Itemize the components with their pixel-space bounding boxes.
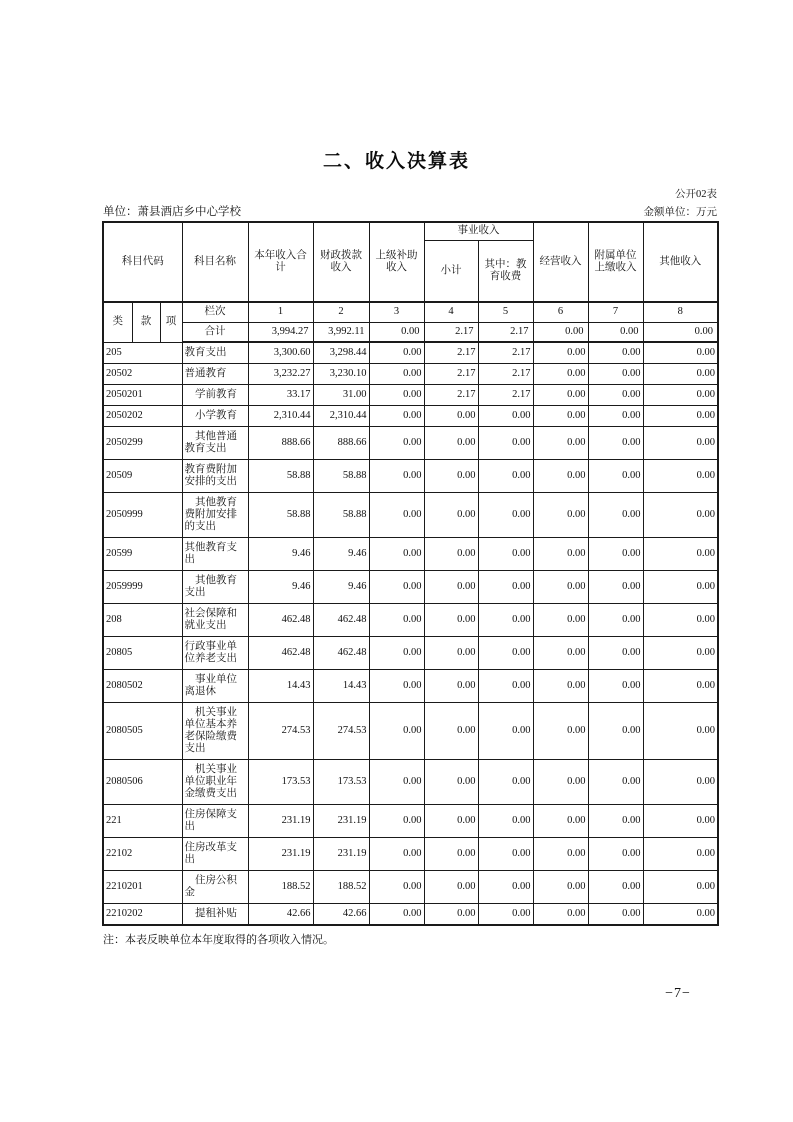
value-cell: 0.00 xyxy=(588,460,643,493)
value-cell: 0.00 xyxy=(424,427,478,460)
value-cell: 0.00 xyxy=(424,670,478,703)
value-cell: 2.17 xyxy=(478,385,533,406)
value-cell: 0.00 xyxy=(588,805,643,838)
value-cell: 0.00 xyxy=(588,385,643,406)
value-cell: 2.17 xyxy=(424,364,478,385)
value-cell: 58.88 xyxy=(248,460,313,493)
table-row xyxy=(103,460,718,493)
value-cell: 58.88 xyxy=(313,493,369,538)
col-num: 8 xyxy=(643,302,718,322)
subject-name-cell: 其他普通教育支出 xyxy=(182,427,248,460)
value-cell: 0.00 xyxy=(588,604,643,637)
subject-name-cell: 事业单位离退休 xyxy=(182,670,248,703)
value-cell: 2,310.44 xyxy=(248,406,313,427)
col-num: 1 xyxy=(248,302,313,322)
value-cell: 0.00 xyxy=(478,871,533,904)
subject-code-cell: 2080505 xyxy=(103,703,182,760)
value-cell: 0.00 xyxy=(588,703,643,760)
value-cell: 0.00 xyxy=(478,838,533,871)
table-row xyxy=(103,427,718,460)
column-number-row xyxy=(103,302,718,322)
value-cell: 0.00 xyxy=(533,493,588,538)
col-num: 4 xyxy=(424,302,478,322)
value-cell: 0.00 xyxy=(643,703,718,760)
subject-name-cell: 普通教育 xyxy=(182,364,248,385)
value-cell: 0.00 xyxy=(643,406,718,427)
header-xiang: 项 xyxy=(160,302,182,342)
subject-code-cell: 20502 xyxy=(103,364,182,385)
value-cell: 0.00 xyxy=(533,670,588,703)
value-cell: 0.00 xyxy=(533,460,588,493)
value-cell: 0.00 xyxy=(588,838,643,871)
value-cell: 0.00 xyxy=(424,838,478,871)
value-cell: 462.48 xyxy=(248,604,313,637)
subject-name-cell: 社会保障和就业支出 xyxy=(182,604,248,637)
value-cell: 173.53 xyxy=(248,760,313,805)
value-cell: 3,232.27 xyxy=(248,364,313,385)
value-cell: 0.00 xyxy=(424,637,478,670)
value-cell: 0.00 xyxy=(369,703,424,760)
income-final-accounts-table xyxy=(102,221,719,926)
footnote: 注：本表反映单位本年度取得的各项收入情况。 xyxy=(103,934,334,946)
header-kuan: 款 xyxy=(132,302,160,342)
col-num: 7 xyxy=(588,302,643,322)
value-cell: 0.00 xyxy=(588,760,643,805)
subject-code-cell: 20599 xyxy=(103,538,182,571)
value-cell: 0.00 xyxy=(533,342,588,364)
value-cell: 0.00 xyxy=(533,760,588,805)
unit-name: 单位：萧县酒店乡中心学校 xyxy=(103,206,241,218)
value-cell: 0.00 xyxy=(643,493,718,538)
value-cell: 42.66 xyxy=(313,904,369,926)
value-cell: 0.00 xyxy=(424,604,478,637)
value-cell: 2.17 xyxy=(478,342,533,364)
value-cell: 0.00 xyxy=(424,571,478,604)
header-subject-code: 科目代码 xyxy=(103,222,182,302)
value-cell: 0.00 xyxy=(478,760,533,805)
value-cell: 0.00 xyxy=(478,805,533,838)
table-row xyxy=(103,385,718,406)
value-cell: 0.00 xyxy=(478,406,533,427)
value-cell: 188.52 xyxy=(248,871,313,904)
table-row xyxy=(103,871,718,904)
value-cell: 0.00 xyxy=(533,406,588,427)
value-cell: 0.00 xyxy=(533,571,588,604)
value-cell: 0.00 xyxy=(424,871,478,904)
value-cell: 0.00 xyxy=(369,385,424,406)
header-lanci: 栏次 xyxy=(182,302,248,322)
table-row xyxy=(103,406,718,427)
value-cell: 58.88 xyxy=(313,460,369,493)
subject-code-cell: 2080502 xyxy=(103,670,182,703)
col-num: 5 xyxy=(478,302,533,322)
value-cell: 0.00 xyxy=(533,538,588,571)
total-value: 3,994.27 xyxy=(248,322,313,342)
value-cell: 0.00 xyxy=(369,427,424,460)
table-row xyxy=(103,604,718,637)
value-cell: 0.00 xyxy=(588,637,643,670)
total-value: 3,992.11 xyxy=(313,322,369,342)
subject-code-cell: 20805 xyxy=(103,637,182,670)
subject-name-cell: 小学教育 xyxy=(182,406,248,427)
subject-name-cell: 其他教育费附加安排的支出 xyxy=(182,493,248,538)
value-cell: 0.00 xyxy=(643,427,718,460)
value-cell: 274.53 xyxy=(248,703,313,760)
value-cell: 2.17 xyxy=(478,364,533,385)
value-cell: 0.00 xyxy=(369,364,424,385)
value-cell: 58.88 xyxy=(248,493,313,538)
value-cell: 0.00 xyxy=(478,703,533,760)
table-row xyxy=(103,637,718,670)
total-value: 2.17 xyxy=(424,322,478,342)
table-row xyxy=(103,838,718,871)
value-cell: 3,300.60 xyxy=(248,342,313,364)
value-cell: 3,298.44 xyxy=(313,342,369,364)
value-cell: 188.52 xyxy=(313,871,369,904)
header-col-superior: 上级补助收入 xyxy=(369,222,424,302)
value-cell: 0.00 xyxy=(588,904,643,926)
value-cell: 14.43 xyxy=(313,670,369,703)
value-cell: 0.00 xyxy=(588,406,643,427)
value-cell: 0.00 xyxy=(533,904,588,926)
subject-code-cell: 205 xyxy=(103,342,182,364)
total-value: 0.00 xyxy=(643,322,718,342)
value-cell: 0.00 xyxy=(369,538,424,571)
value-cell: 0.00 xyxy=(369,406,424,427)
value-cell: 0.00 xyxy=(369,760,424,805)
header-col-fiscal: 财政拨款收入 xyxy=(313,222,369,302)
subject-code-cell: 2080506 xyxy=(103,760,182,805)
subject-code-cell: 22102 xyxy=(103,838,182,871)
subject-name-cell: 提租补贴 xyxy=(182,904,248,926)
value-cell: 9.46 xyxy=(313,571,369,604)
subject-name-cell: 行政事业单位养老支出 xyxy=(182,637,248,670)
table-row xyxy=(103,571,718,604)
table-row xyxy=(103,760,718,805)
value-cell: 231.19 xyxy=(313,805,369,838)
value-cell: 0.00 xyxy=(369,871,424,904)
value-cell: 0.00 xyxy=(478,604,533,637)
value-cell: 14.43 xyxy=(248,670,313,703)
header-lei: 类 xyxy=(103,302,132,342)
value-cell: 0.00 xyxy=(369,342,424,364)
value-cell: 0.00 xyxy=(424,406,478,427)
value-cell: 0.00 xyxy=(369,838,424,871)
subject-code-cell: 2050299 xyxy=(103,427,182,460)
value-cell: 0.00 xyxy=(643,538,718,571)
subject-name-cell: 机关事业单位基本养老保险缴费支出 xyxy=(182,703,248,760)
value-cell: 0.00 xyxy=(478,571,533,604)
value-cell: 0.00 xyxy=(588,871,643,904)
value-cell: 0.00 xyxy=(369,604,424,637)
value-cell: 462.48 xyxy=(313,637,369,670)
value-cell: 0.00 xyxy=(424,904,478,926)
subject-code-cell: 2050201 xyxy=(103,385,182,406)
value-cell: 0.00 xyxy=(369,493,424,538)
subject-code-cell: 20509 xyxy=(103,460,182,493)
subject-code-cell: 2210202 xyxy=(103,904,182,926)
subject-code-cell: 2050999 xyxy=(103,493,182,538)
total-label: 合计 xyxy=(182,322,248,342)
value-cell: 31.00 xyxy=(313,385,369,406)
value-cell: 0.00 xyxy=(369,637,424,670)
value-cell: 0.00 xyxy=(369,904,424,926)
value-cell: 0.00 xyxy=(424,805,478,838)
col-num: 3 xyxy=(369,302,424,322)
value-cell: 9.46 xyxy=(248,571,313,604)
header-col-business-group: 事业收入 xyxy=(424,222,533,240)
subject-code-cell: 2059999 xyxy=(103,571,182,604)
table-body xyxy=(103,342,718,925)
value-cell: 0.00 xyxy=(424,760,478,805)
value-cell: 0.00 xyxy=(533,838,588,871)
value-cell: 0.00 xyxy=(643,838,718,871)
value-cell: 9.46 xyxy=(248,538,313,571)
subject-code-cell: 2050202 xyxy=(103,406,182,427)
total-value: 0.00 xyxy=(369,322,424,342)
value-cell: 42.66 xyxy=(248,904,313,926)
value-cell: 0.00 xyxy=(424,493,478,538)
table-row xyxy=(103,670,718,703)
subject-name-cell: 教育费附加安排的支出 xyxy=(182,460,248,493)
value-cell: 0.00 xyxy=(533,805,588,838)
subject-name-cell: 机关事业单位职业年金缴费支出 xyxy=(182,760,248,805)
value-cell: 888.66 xyxy=(248,427,313,460)
header-row-group xyxy=(103,222,718,240)
value-cell: 0.00 xyxy=(424,538,478,571)
value-cell: 0.00 xyxy=(533,637,588,670)
page-number: −7− xyxy=(665,986,691,1001)
value-cell: 0.00 xyxy=(588,493,643,538)
value-cell: 0.00 xyxy=(643,604,718,637)
header-subject-name: 科目名称 xyxy=(182,222,248,302)
table-row xyxy=(103,342,718,364)
subject-name-cell: 住房保障支出 xyxy=(182,805,248,838)
total-row xyxy=(103,322,718,342)
value-cell: 0.00 xyxy=(533,871,588,904)
value-cell: 9.46 xyxy=(313,538,369,571)
header-col-total: 本年收入合计 xyxy=(248,222,313,302)
value-cell: 173.53 xyxy=(313,760,369,805)
total-value: 0.00 xyxy=(533,322,588,342)
value-cell: 0.00 xyxy=(643,637,718,670)
value-cell: 2,310.44 xyxy=(313,406,369,427)
value-cell: 0.00 xyxy=(533,385,588,406)
value-cell: 2.17 xyxy=(424,385,478,406)
form-code: 公开02表 xyxy=(675,189,717,200)
value-cell: 0.00 xyxy=(369,571,424,604)
value-cell: 0.00 xyxy=(533,703,588,760)
value-cell: 0.00 xyxy=(424,703,478,760)
value-cell: 0.00 xyxy=(643,805,718,838)
value-cell: 231.19 xyxy=(248,838,313,871)
total-value: 0.00 xyxy=(588,322,643,342)
value-cell: 0.00 xyxy=(478,637,533,670)
header-col-other: 其他收入 xyxy=(643,222,718,302)
value-cell: 0.00 xyxy=(588,364,643,385)
value-cell: 0.00 xyxy=(588,427,643,460)
value-cell: 0.00 xyxy=(369,670,424,703)
value-cell: 0.00 xyxy=(478,493,533,538)
value-cell: 0.00 xyxy=(369,805,424,838)
value-cell: 0.00 xyxy=(643,760,718,805)
value-cell: 0.00 xyxy=(533,604,588,637)
value-cell: 0.00 xyxy=(478,670,533,703)
value-cell: 231.19 xyxy=(248,805,313,838)
table-row xyxy=(103,904,718,926)
subject-name-cell: 其他教育支出 xyxy=(182,571,248,604)
value-cell: 0.00 xyxy=(588,571,643,604)
subject-code-cell: 2210201 xyxy=(103,871,182,904)
value-cell: 0.00 xyxy=(643,342,718,364)
value-cell: 0.00 xyxy=(369,460,424,493)
value-cell: 0.00 xyxy=(643,871,718,904)
value-cell: 0.00 xyxy=(478,460,533,493)
value-cell: 0.00 xyxy=(643,670,718,703)
value-cell: 0.00 xyxy=(478,538,533,571)
table-row xyxy=(103,703,718,760)
value-cell: 231.19 xyxy=(313,838,369,871)
value-cell: 274.53 xyxy=(313,703,369,760)
value-cell: 3,230.10 xyxy=(313,364,369,385)
subject-name-cell: 其他教育支出 xyxy=(182,538,248,571)
value-cell: 0.00 xyxy=(588,670,643,703)
table-row xyxy=(103,493,718,538)
subject-code-cell: 221 xyxy=(103,805,182,838)
header-col-business-subtotal: 小计 xyxy=(424,240,478,302)
value-cell: 33.17 xyxy=(248,385,313,406)
col-num: 6 xyxy=(533,302,588,322)
value-cell: 0.00 xyxy=(478,904,533,926)
subject-name-cell: 住房改革支出 xyxy=(182,838,248,871)
amount-unit: 金额单位：万元 xyxy=(643,207,717,218)
header-col-operating: 经营收入 xyxy=(533,222,588,302)
value-cell: 0.00 xyxy=(424,460,478,493)
table-row xyxy=(103,538,718,571)
col-num: 2 xyxy=(313,302,369,322)
value-cell: 0.00 xyxy=(478,427,533,460)
value-cell: 0.00 xyxy=(643,460,718,493)
header-col-affiliated: 附属单位上缴收入 xyxy=(588,222,643,302)
value-cell: 0.00 xyxy=(643,385,718,406)
page-title: 二、收入决算表 xyxy=(322,150,470,172)
value-cell: 2.17 xyxy=(424,342,478,364)
value-cell: 0.00 xyxy=(533,427,588,460)
value-cell: 888.66 xyxy=(313,427,369,460)
subject-code-cell: 208 xyxy=(103,604,182,637)
total-value: 2.17 xyxy=(478,322,533,342)
value-cell: 0.00 xyxy=(643,571,718,604)
value-cell: 462.48 xyxy=(248,637,313,670)
table-row xyxy=(103,364,718,385)
subject-name-cell: 学前教育 xyxy=(182,385,248,406)
subject-name-cell: 住房公积金 xyxy=(182,871,248,904)
header-col-education-fee: 其中：教育收费 xyxy=(478,240,533,302)
value-cell: 0.00 xyxy=(588,342,643,364)
value-cell: 462.48 xyxy=(313,604,369,637)
value-cell: 0.00 xyxy=(533,364,588,385)
value-cell: 0.00 xyxy=(588,538,643,571)
table-row xyxy=(103,805,718,838)
value-cell: 0.00 xyxy=(643,364,718,385)
subject-name-cell: 教育支出 xyxy=(182,342,248,364)
value-cell: 0.00 xyxy=(643,904,718,926)
